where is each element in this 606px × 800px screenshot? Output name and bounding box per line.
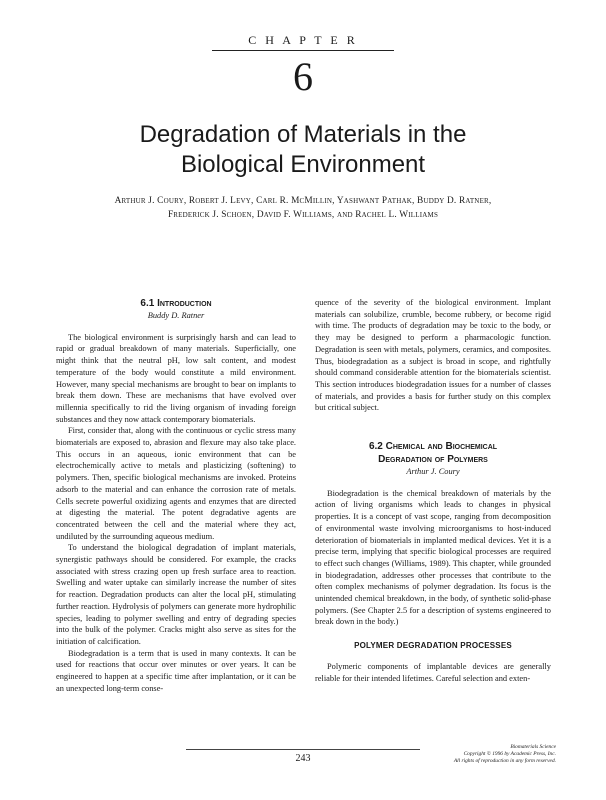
title-line-1: Degradation of Materials in the — [139, 121, 467, 148]
paragraph-continuation: quence of the severity of the biological environment. Implant materials can solubilize, crumble, become rubbery, or become rigid with time. The products of degradation may be toxic to the body, or they may be designed to perform a pharmacologic function. Degradation is seen with metals, polymers, ceramics, and composites. Thus, biodegradation as a subject is broad in scope, and rightfully should command considerable attention for the biomaterials scientist. This section introduces biodegradation issues for a number of classes of materials, and provides a basis for further study on this complex but critical subject. — [315, 298, 551, 413]
paragraph: Polymeric components of implantable devices are generally reliable for their intended lifetimes. Careful selection and exten- — [315, 661, 551, 683]
chapter-authors — [50, 194, 556, 222]
copyright-notice — [396, 744, 556, 765]
paragraph: To understand the biological degradation of implant materials, synergistic pathways should be considered. For example, the cracks associated with stress crazing open up fresh surface area to reaction. Swelling and water uptake can similarly increase the number of sites for reaction. Degradation products can alter the local pH, stimulating further reaction. Hydrolysis of polymers can generate more hydrophilic species, leading to polymer swelling and entry of degrading species into the bulk of the polymer. Cracks might also serve as sites for the initiation of calcification. — [56, 543, 296, 646]
paragraph: The biological environment is surprisingly harsh and can lead to rapid or gradual breakdown of many materials. Superficially, one might think that the neutral pH, low salt content, and modest temperature of the body would constitute a mild environment. However, many special mechanisms are brought to bear on implants to break them down. These are mechanisms that have evolved over millennia specifically to rid the living organism of invading foreign substances and they now attack contemporary biomaterials. — [56, 332, 296, 424]
chapter-label: C H A P T E R — [248, 33, 358, 47]
chapter-rule — [212, 50, 394, 51]
left-column — [56, 297, 296, 695]
paragraph: Biodegradation is a term that is used in many contexts. It can be used for reactions that occur over minutes or over years. It can be engineered to happen at a specific time after implantation, or it can be an unexpected long-term conse- — [56, 648, 296, 693]
subsection-heading: POLYMER DEGRADATION PROCESSES — [354, 641, 512, 651]
copyright-line-1: Biomaterials Science — [510, 744, 556, 750]
title-line-2: Biological Environment — [180, 151, 426, 178]
chapter-number: 6 — [293, 54, 313, 99]
section-author-polymers: Arthur J. Coury — [406, 467, 460, 477]
right-column — [315, 297, 551, 684]
authors-line-2: Frederick J. Schoen, David F. Williams, and Rachel L. Williams — [167, 210, 439, 220]
copyright-line-3: All rights of reproduction in any form reserved. — [453, 758, 556, 764]
copyright-line-2: Copyright © 1996 by Academic Press, Inc. — [463, 751, 556, 757]
footer-rule — [186, 749, 420, 750]
section-heading-line-1: 6.2 Chemical and Biochemical — [368, 441, 498, 453]
section-heading-introduction: 6.1 Introduction — [140, 298, 212, 309]
paragraph: First, consider that, along with the continuous or cyclic stress many biomaterials are exposed to, abrasion and flexure may also take place. This occurs in an aqueous, ionic environment that can be electrochemically active to metals and plasticizing (softening) to polymers. Then, specific biological mechanisms are invoked. Proteins adsorb to the material and can enhance the corrosion rate of metals. Cells secrete powerful oxidizing agents and enzymes that are directed at digesting the material. The potent degradative agents are concentrated between the cell and the material where they act, undiluted by the surrounding aqueous medium. — [56, 426, 296, 541]
chapter-title — [60, 120, 546, 180]
section-heading-line-2: Degradation of Polymers — [378, 454, 488, 466]
section-author-introduction: Buddy D. Ratner — [147, 311, 205, 320]
page-number: 243 — [295, 753, 311, 764]
paragraph: Biodegradation is the chemical breakdown of materials by the action of living organisms which leads to changes in physical properties. It is a concept of vast scope, ranging from decomposition of environmental waste involving microorganisms to host-induced deterioration of biomaterials in implanted medical devices. Yet it is a precise term, implying that specific biological processes are required to effect such changes (Williams, 1989). This chapter, while grounded in biodegradation, addresses other processes that contribute to the often complex mechanisms of polymer degradation. Its focus is the unintended chemical breakdown, in the body, of synthetic solid-phase polymers. (See Chapter 2.5 for a description of systems engineered to break down in the body.) — [315, 488, 551, 627]
authors-line-1: Arthur J. Coury, Robert J. Levy, Carl R. McMillin, Yashwant Pathak, Buddy D. Ratner, — [114, 196, 492, 206]
